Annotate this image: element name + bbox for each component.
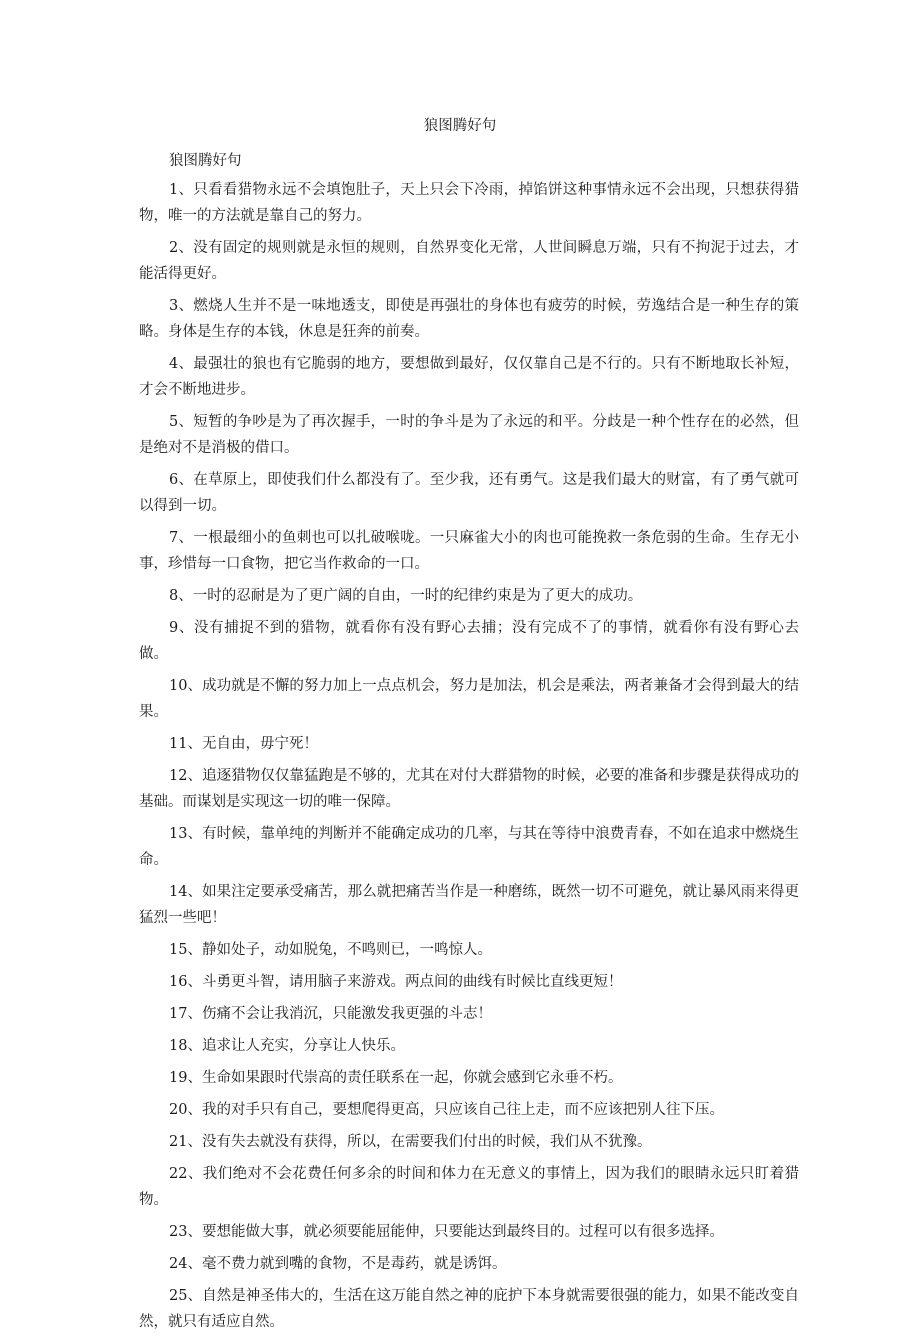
quote-item-11: 11、无自由，毋宁死！ [169, 736, 318, 752]
quote-item-3: 3、燃烧人生并不是一味地透支，即使是再强壮的身体也有疲劳的时候，劳逸结合是一种生存的策略。身体是生存的本钱，休息是狂奔的前奏。 [139, 298, 799, 340]
quote-item-10: 10、成功就是不懈的努力加上一点点机会，努力是加法，机会是乘法，两者兼备才会得到最大的结果。 [139, 678, 799, 720]
quote-item-16: 16、斗勇更斗智，请用脑子来游戏。两点间的曲线有时候比直线更短！ [169, 974, 623, 990]
quote-item-7: 7、一根最细小的鱼刺也可以扎破喉咙。一只麻雀大小的肉也可能挽救一条危弱的生命。生存无小事，珍惜每一口食物，把它当作救命的一口。 [139, 530, 799, 572]
quote-item-23: 23、要想能做大事，就必须要能屈能伸，只要能达到最终目的。过程可以有很多选择。 [169, 1224, 724, 1240]
quote-item-18: 18、追求让人充实，分享让人快乐。 [169, 1038, 405, 1054]
document-title: 狼图腾好句 [423, 118, 497, 134]
quote-item-24: 24、毫不费力就到嘴的食物，不是毒药，就是诱饵。 [169, 1256, 507, 1272]
quote-item-6: 6、在草原上，即使我们什么都没有了。至少我，还有勇气。这是我们最大的财富，有了勇气就可以得到一切。 [139, 472, 799, 514]
quote-item-25: 25、自然是神圣伟大的，生活在这万能自然之神的庇护下本身就需要很强的能力，如果不能改变自然，就只有适应自然。 [139, 1288, 799, 1330]
quote-item-1: 1、只看看猎物永远不会填饱肚子，天上只会下冷雨，掉馅饼这种事情永远不会出现，只想获得猎物，唯一的方法就是靠自己的努力。 [139, 182, 799, 224]
quote-item-15: 15、静如处子，动如脱兔，不鸣则已，一鸣惊人。 [169, 942, 492, 958]
quote-item-5: 5、短暂的争吵是为了再次握手，一时的争斗是为了永远的和平。分歧是一种个性存在的必然，但是绝对不是消极的借口。 [139, 414, 799, 456]
quote-item-14: 14、如果注定要承受痛苦，那么就把痛苦当作是一种磨练，既然一切不可避免，就让暴风雨来得更猛烈一些吧！ [139, 884, 799, 926]
quote-item-22: 22、我们绝对不会花费任何多余的时间和体力在无意义的事情上，因为我们的眼睛永远只盯着猎物。 [139, 1166, 799, 1208]
quote-item-17: 17、伤痛不会让我消沉，只能激发我更强的斗志！ [169, 1006, 492, 1022]
quote-item-12: 12、追逐猎物仅仅靠猛跑是不够的，尤其在对付大群猎物的时候，必要的准备和步骤是获得成功的基础。而谋划是实现这一切的唯一保障。 [139, 768, 799, 810]
quote-item-4: 4、最强壮的狼也有它脆弱的地方，要想做到最好，仅仅靠自己是不行的。只有不断地取长补短，才会不断地进步。 [139, 356, 799, 398]
quote-item-8: 8、一时的忍耐是为了更广阔的自由，一时的纪律约束是为了更大的成功。 [169, 588, 643, 604]
document-subtitle: 狼图腾好句 [169, 153, 242, 169]
quote-item-20: 20、我的对手只有自己，要想爬得更高，只应该自己往上走，而不应该把别人往下压。 [169, 1102, 724, 1118]
quote-item-9: 9、没有捕捉不到的猎物，就看你有没有野心去捕；没有完成不了的事情，就看你有没有野心去做。 [139, 620, 799, 662]
quote-item-2: 2、没有固定的规则就是永恒的规则，自然界变化无常，人世间瞬息万端，只有不拘泥于过去，才能活得更好。 [139, 240, 799, 282]
quote-item-21: 21、没有失去就没有获得，所以，在需要我们付出的时候，我们从不犹豫。 [169, 1134, 652, 1150]
quote-item-19: 19、生命如果跟时代崇高的责任联系在一起，你就会感到它永垂不朽。 [169, 1070, 623, 1086]
document-body [139, 151, 799, 1341]
quote-item-13: 13、有时候，靠单纯的判断并不能确定成功的几率，与其在等待中浪费青春，不如在追求中燃烧生命。 [139, 826, 799, 868]
